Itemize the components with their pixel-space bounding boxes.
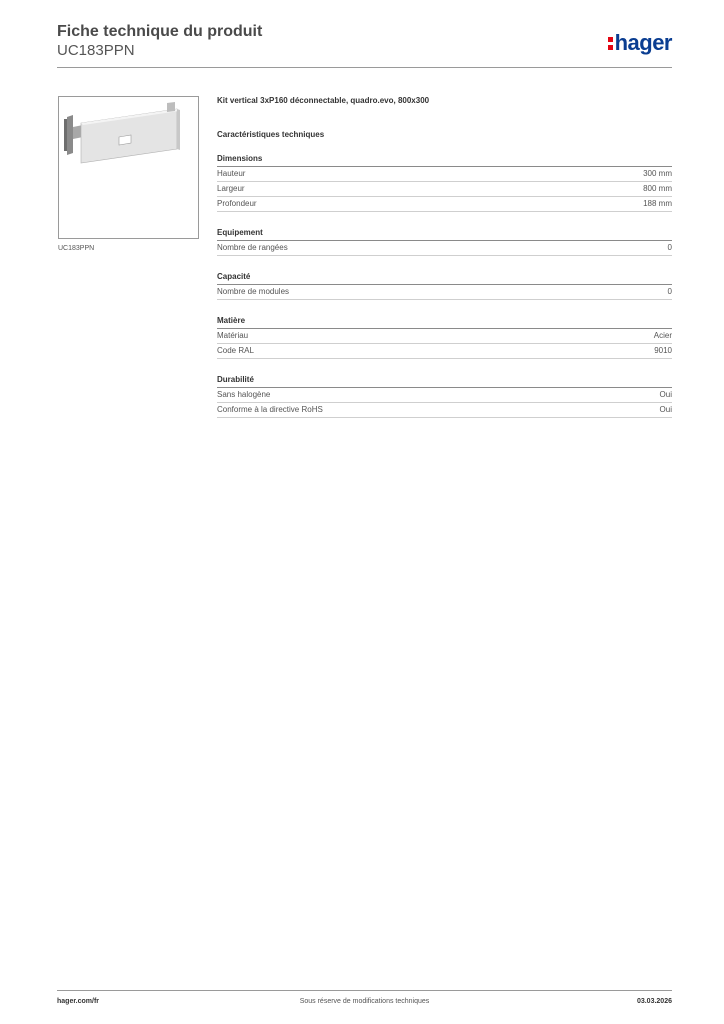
- product-reference: UC183PPN: [57, 42, 135, 59]
- footer-divider: [57, 990, 672, 991]
- product-illustration-icon: [59, 97, 198, 238]
- group-dimensions: [217, 154, 672, 212]
- spec-row: [217, 167, 672, 182]
- spec-label: Code RAL: [217, 346, 254, 355]
- spec-row: [217, 241, 672, 256]
- group-title: Matière: [217, 316, 672, 329]
- product-image: [58, 96, 199, 239]
- spec-value: 800 mm: [643, 184, 672, 193]
- spec-label: Nombre de modules: [217, 287, 290, 296]
- spec-value: Acier: [653, 331, 672, 340]
- spec-row: [217, 182, 672, 197]
- spec-label: Matériau: [217, 331, 249, 340]
- spec-row: [217, 388, 672, 403]
- header-divider: [57, 67, 672, 68]
- image-caption: UC183PPN: [58, 245, 95, 252]
- logo-text: hager: [614, 30, 672, 55]
- spec-value: Oui: [659, 405, 672, 414]
- spec-row: [217, 197, 672, 212]
- group-matiere: [217, 316, 672, 359]
- spec-value: 0: [667, 243, 672, 252]
- group-title: Equipement: [217, 228, 672, 241]
- characteristics-heading: Caractéristiques techniques: [217, 130, 325, 139]
- spec-label: Hauteur: [217, 169, 246, 178]
- spec-label: Nombre de rangées: [217, 243, 288, 252]
- spec-label: Largeur: [217, 184, 245, 193]
- spec-row: [217, 344, 672, 359]
- spec-value: 0: [667, 287, 672, 296]
- spec-row: [217, 285, 672, 300]
- spec-row: [217, 403, 672, 418]
- group-title: Capacité: [217, 272, 672, 285]
- spec-value: Oui: [659, 390, 672, 399]
- footer-date: 03.03.2026: [636, 998, 672, 1005]
- hager-logo: [608, 30, 672, 56]
- page-header: [57, 22, 672, 60]
- group-equipement: [217, 228, 672, 256]
- spec-value: 188 mm: [643, 199, 672, 208]
- footer-website-link[interactable]: hager.com/fr: [57, 998, 100, 1005]
- spec-value: 300 mm: [643, 169, 672, 178]
- spec-label: Profondeur: [217, 199, 257, 208]
- spec-row: [217, 329, 672, 344]
- page-title: Fiche technique du produit: [57, 23, 263, 40]
- logo-dots-icon: [608, 35, 613, 51]
- group-title: Durabilité: [217, 375, 672, 388]
- product-description: Kit vertical 3xP160 déconnectable, quadro.evo, 800x300: [217, 96, 430, 105]
- spec-label: Conforme à la directive RoHS: [217, 405, 323, 414]
- group-capacite: [217, 272, 672, 300]
- group-title: Dimensions: [217, 154, 672, 167]
- spec-value: 9010: [654, 346, 672, 355]
- footer-disclaimer: Sous réserve de modifications techniques: [299, 998, 430, 1005]
- product-details: [217, 96, 672, 418]
- group-durabilite: [217, 375, 672, 418]
- spec-label: Sans halogène: [217, 390, 271, 399]
